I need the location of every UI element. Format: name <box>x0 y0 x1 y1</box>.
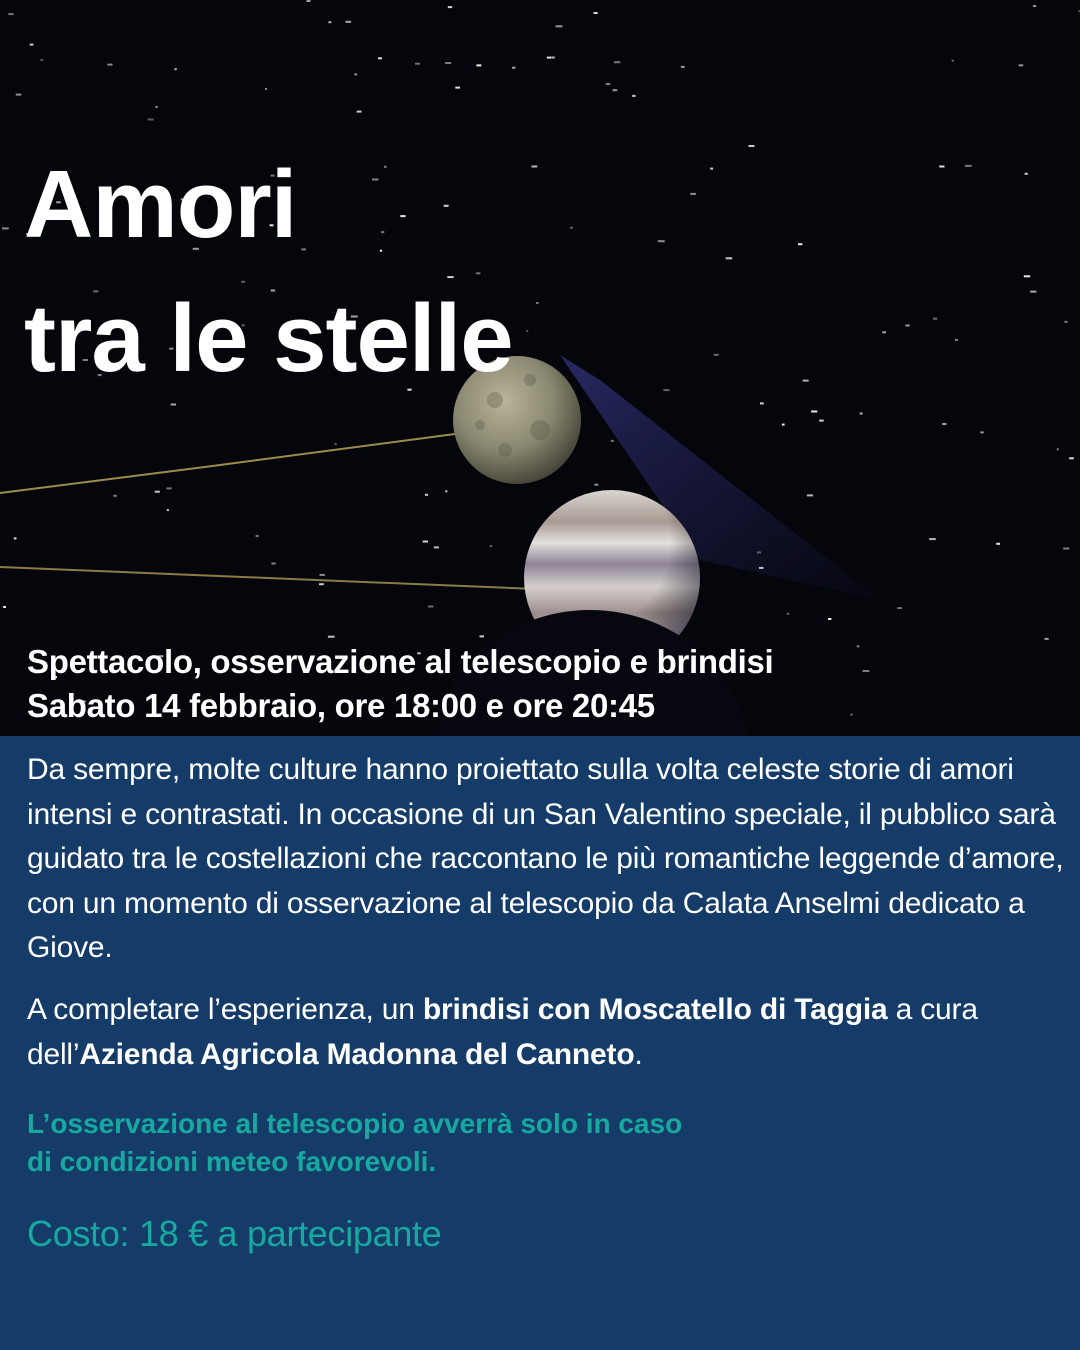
star <box>328 636 335 638</box>
star <box>933 318 937 320</box>
star <box>346 21 352 23</box>
star <box>803 380 809 382</box>
star <box>690 193 696 195</box>
star <box>166 487 171 489</box>
toast-producer: Azienda Agricola Madonna del Canneto <box>79 1037 635 1071</box>
star <box>167 509 169 511</box>
star <box>726 257 733 259</box>
star <box>265 88 267 90</box>
star <box>526 330 528 332</box>
star <box>606 83 611 85</box>
star <box>996 543 1000 545</box>
star <box>107 64 112 66</box>
star <box>455 87 460 89</box>
star <box>480 635 485 637</box>
star <box>320 574 325 576</box>
star <box>113 495 117 497</box>
star <box>434 546 439 548</box>
star <box>8 13 13 15</box>
star <box>1019 64 1024 66</box>
star <box>860 413 863 415</box>
weather-note <box>27 1105 682 1181</box>
weather-note-line-1: L’osservazione al telescopio avverrà solo in caso <box>27 1108 683 1139</box>
star <box>980 431 984 433</box>
star <box>1069 457 1074 459</box>
star <box>271 563 275 565</box>
star <box>307 0 311 2</box>
star <box>782 424 785 426</box>
star <box>798 243 802 245</box>
star <box>547 57 551 59</box>
star <box>551 57 555 59</box>
star <box>425 494 428 496</box>
event-subtitle <box>27 640 773 728</box>
event-details-panel <box>0 736 1080 1350</box>
star <box>658 240 665 242</box>
star <box>807 494 813 496</box>
star <box>512 67 515 69</box>
star <box>681 66 685 68</box>
toast-paragraph <box>27 988 1072 1077</box>
star <box>1044 638 1048 640</box>
star <box>1057 448 1059 450</box>
toast-middle: a cura dell’ <box>27 993 978 1071</box>
star <box>955 339 958 341</box>
star <box>14 537 17 539</box>
star <box>1025 173 1028 175</box>
star <box>319 583 324 585</box>
star <box>593 12 597 14</box>
star <box>828 618 831 620</box>
star <box>749 145 755 147</box>
star <box>1065 321 1068 323</box>
star <box>897 607 902 609</box>
toast-wine: brindisi con Moscatello di Taggia <box>422 993 888 1026</box>
event-title <box>24 138 513 406</box>
star <box>1024 275 1030 277</box>
star <box>594 484 598 486</box>
star <box>155 106 157 108</box>
star <box>863 670 870 672</box>
toast-prefix: A completare l’esperienza, un <box>27 993 423 1026</box>
star <box>613 89 618 91</box>
star <box>850 714 852 716</box>
star <box>929 538 936 540</box>
subtitle-date-time: Sabato 14 febbraio, ore 18:00 e ore 20:45 <box>27 687 655 724</box>
star <box>663 389 669 391</box>
star <box>2 227 9 229</box>
star <box>148 119 154 121</box>
star <box>354 73 357 75</box>
star <box>952 60 954 62</box>
ticket-cost: Costo: 18 € a partecipante <box>27 1213 442 1254</box>
star <box>857 645 860 647</box>
star <box>819 420 824 422</box>
star <box>556 25 563 27</box>
star <box>174 68 176 70</box>
star <box>30 44 34 46</box>
star <box>570 227 573 229</box>
star <box>428 606 433 608</box>
star <box>811 411 817 413</box>
subtitle-activities: Spettacolo, osservazione al telescopio e brindisi <box>27 643 774 680</box>
star <box>378 57 382 59</box>
star <box>965 165 972 167</box>
star <box>1033 5 1036 7</box>
star <box>714 354 719 356</box>
star <box>448 6 452 8</box>
weather-note-line-2: di condizioni meteo favorevoli. <box>27 1146 437 1177</box>
star <box>787 613 790 615</box>
star <box>16 94 21 96</box>
star <box>445 62 451 64</box>
toast-suffix: . <box>634 1037 643 1071</box>
star <box>942 423 946 425</box>
star <box>536 302 539 304</box>
star <box>357 111 362 113</box>
description-paragraph: Da sempre, molte culture hanno proiettato sulla volta celeste storie di amori intensi e contrastati. In occasione di un San Valentino speciale, il pubblico sarà guidato tra le costellazioni che raccontano le più romantiche leggende d’amore, con un momento di osservazione al telescopio da Calata Anselmi dedicato a Giove. <box>27 753 1064 965</box>
star <box>1063 548 1069 550</box>
star <box>906 325 910 327</box>
star <box>939 166 944 168</box>
star <box>423 541 428 543</box>
star <box>155 491 160 493</box>
star <box>532 166 538 168</box>
star <box>632 95 635 97</box>
star <box>40 59 43 61</box>
star <box>3 606 6 608</box>
star <box>415 63 420 65</box>
star <box>1030 291 1036 293</box>
star <box>614 61 621 63</box>
star <box>476 64 481 66</box>
star <box>611 440 614 442</box>
title-line-2: tra le stelle <box>24 285 513 392</box>
star <box>256 535 259 537</box>
star <box>445 490 447 492</box>
star <box>490 545 493 547</box>
title-line-1: Amori <box>24 151 297 258</box>
star <box>328 21 331 23</box>
star <box>335 443 337 445</box>
star <box>882 331 886 333</box>
star <box>710 168 713 170</box>
star <box>760 402 764 404</box>
